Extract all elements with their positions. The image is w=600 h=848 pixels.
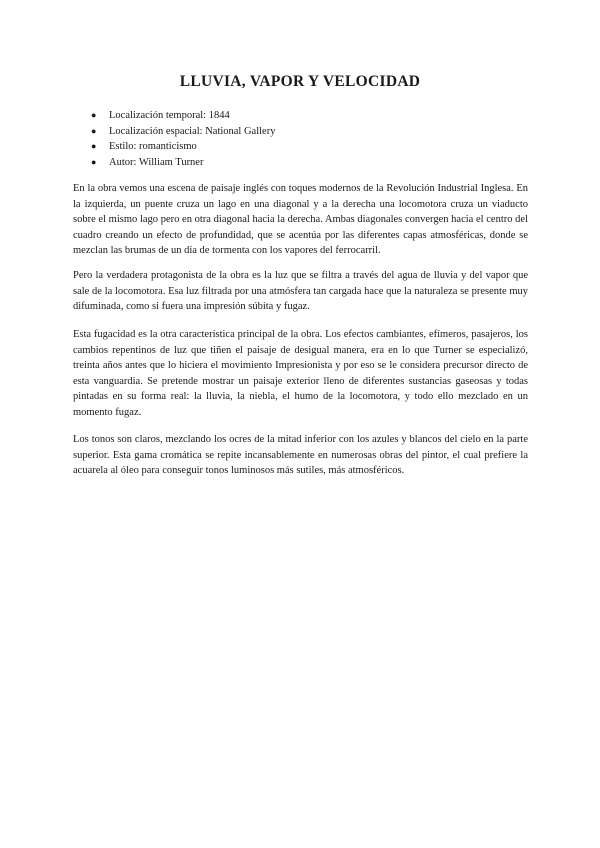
paragraph-colors: Los tonos son claros, mezclando los ocres de la mitad inferior con los azules y blancos del cielo en la parte superior. Esta gama cromática se repite incansablemente en numerosas obras del pintor, el cual prefiere la acuarela al óleo para conseguir tonos luminosos más sutiles, más atmosféricos. <box>73 434 528 477</box>
artwork-info-list <box>91 108 275 170</box>
info-text-date: Localización temporal: 1844 <box>109 110 230 121</box>
paragraph-light: Pero la verdadera protagonista de la obra es la luz que se filtra a través del agua de lluvia y del vapor que sale de la locomotora. Esa luz filtrada por una atmósfera tan cargada hace que la naturaleza se presente muy difuminada, como si fuera una impresión súbita y fugaz. <box>73 270 528 313</box>
bullet-icon: ● <box>91 156 97 167</box>
document-title: LLUVIA, VAPOR Y VELOCIDAD <box>179 73 421 90</box>
bullet-icon: ● <box>91 110 97 120</box>
bullet-icon: ● <box>91 125 97 136</box>
paragraph-description: En la obra vemos una escena de paisaje inglés con toques modernos de la Revolución Industrial Inglesa. En la izquierda, un puente cruza un lago en una diagonal y a la derecha una locomotora cruza un viaducto sobre el mismo lago pero en otra diagonal hacia la derecha. Ambas diagonales convergen hacia el centro del cuadro creando un efecto de profundidad, que se acentúa por las diferentes capas atmosféricas, donde se mezclan las brumas de un día de tormenta con los vapores del ferrocarril. <box>73 183 528 257</box>
list-item-date <box>91 108 275 124</box>
info-text-author: Autor: William Turner <box>109 156 204 168</box>
info-text-style: Estilo: romanticismo <box>109 141 197 153</box>
list-item-location <box>91 124 275 140</box>
bullet-icon: ● <box>91 141 97 152</box>
list-item-author <box>91 155 275 171</box>
list-item-style <box>91 139 275 155</box>
paragraph-fugacity: Esta fugacidad es la otra característica principal de la obra. Los efectos cambiantes, efímeros, pasajeros, los cambios repentinos de luz que tiñen el paisaje de desigual manera, era en lo que Turner se especializó, treinta años antes que lo hiciera el movimiento Impresionista y por eso se le considera precursor directo de esta vanguardia. Se pretende mostrar un paisaje exterior lleno de diferentes sustancias gaseosas y todas pintadas en su forma real: la lluvia, la niebla, el humo de la locomotora, y todo ello mezclado en un momento fugaz. <box>73 329 528 418</box>
info-text-location: Localización espacial: National Gallery <box>109 125 276 137</box>
